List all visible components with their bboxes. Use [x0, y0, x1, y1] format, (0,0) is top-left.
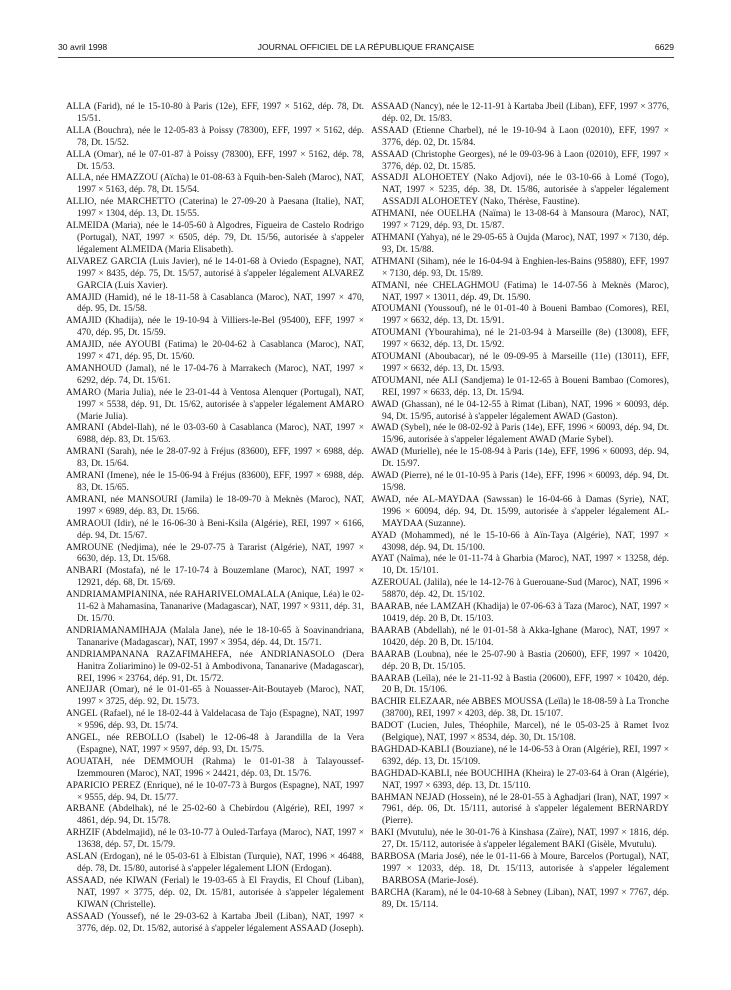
list-item: ATOUMANI (Ybourahima), né le 21-03-94 à Marseille (8e) (13008), EFF, 1997 × 6632, dép. 13, Dt. 15/92. [371, 328, 669, 351]
list-item: AWAD (Pierre), né le 01-10-95 à Paris (14e), EFF, 1996 × 60093, dép. 94, Dt. 15/98. [371, 471, 669, 493]
list-item: ATOUMANI, née ALI (Sandjema) le 01-12-65 à Boueni Bambao (Comores), REI, 1997 × 6633, dép. 13, Dt. 15/94. [371, 375, 669, 398]
list-item: ARHZIF (Abdelmajid), né le 03-10-77 à Ouled-Tarfaya (Maroc), NAT, 1997 × 13638, dép. 57, Dt. 15/79. [66, 828, 364, 851]
list-item: BACHIR ELEZAAR, née ABBES MOUSSA (Leïla) le 18-08-59 à La Tronche (38700), REI, 1997 × 4203, dép. 38, Dt. 15/107. [371, 697, 669, 720]
page-number: 6629 [654, 42, 674, 52]
list-item: ANGEL, née REBOLLO (Isabel) le 12-06-48 à Jarandilla de la Vera (Espagne), NAT, 1997 × 9597, dép. 93, Dt. 15/75. [66, 733, 364, 755]
list-item: AYAT (Naïma), née le 01-11-74 à Gharbia (Maroc), NAT, 1997 × 13258, dép. 10, Dt. 15/101. [371, 554, 669, 577]
list-item: AMAJID (Khadija), née le 19-10-94 à Villiers-le-Bel (95400), EFF, 1997 × 470, dép. 95, Dt. 15/59. [66, 316, 364, 339]
list-item: BAGHDAD-KABLI (Bouziane), né le 14-06-53 à Oran (Algérie), REI, 1997 × 6392, dép. 13, Dt. 15/109. [371, 744, 669, 767]
list-item: ATHMANI (Yahya), né le 29-05-65 à Oujda (Maroc), NAT, 1997 × 7130, dép. 93, Dt. 15/88. [371, 232, 669, 255]
list-item: ALLA (Bouchra), née le 12-05-83 à Poissy (78300), EFF, 1997 × 5162, dép. 78, Dt. 15/52. [66, 125, 364, 148]
list-item: AMROUNE (Nedjima), née le 29-07-75 à Tararist (Algérie), NAT, 1997 × 6630, dép. 13, Dt. 15/68. [66, 542, 364, 565]
list-item: BAARAB (Loubna), née le 25-07-90 à Bastia (20600), EFF, 1997 × 10420, dép. 20 B, Dt. 15/105. [371, 649, 669, 672]
list-item: ASSAAD, née KIWAN (Ferial) le 19-03-65 à El Fraydis, El Chouf (Liban), NAT, 1997 × 3775, dép. 02, Dt. 15/81, autorisée à s'appeler légalement KIWAN (Christelle). [66, 875, 364, 910]
left-column [66, 102, 364, 935]
list-item: ASSAAD (Christophe Georges), né le 09-03-96 à Laon (02010), EFF, 1997 × 3776, dép. 02, Dt. 15/85. [371, 149, 669, 172]
list-item: BADOT (Lucien, Jules, Théophile, Marcel), né le 05-03-25 à Ramet Ivoz (Belgique), NAT, 1997 × 8534, dép. 30, Dt. 15/108. [371, 721, 669, 744]
list-item: AWAD (Sybel), née le 08-02-92 à Paris (14e), EFF, 1996 × 60093, dép. 94, Dt. 15/96, autorisée à s'appeler légalement AWAD (Marie Sybel). [371, 423, 669, 446]
header-rule [58, 57, 674, 58]
list-item: BAKI (Mvutulu), née le 30-01-76 à Kinshasa (Zaïre), NAT, 1997 × 1816, dép. 27, Dt. 15/112, autorisée à s'appeler légalement BAKI (Gisèle, Mvutulu). [371, 828, 669, 851]
list-item: ATMANI, née CHELAGHMOU (Fatima) le 14-07-56 à Meknès (Maroc), NAT, 1997 × 13011, dép. 49, Dt. 15/90. [371, 280, 669, 303]
journal-title: JOURNAL OFFICIEL DE LA RÉPUBLIQUE FRANÇAISE [257, 42, 475, 52]
list-item: ANDRIAMPANANA RAZAFIMAHEFA, née ANDRIANASOLO (Dera Hanitra Zoliarimino) le 09-02-51 à Ambodivona, Tananarive (Madagascar), REI, 1996 × 23764, dép. 91, Dt. 15/72. [66, 649, 364, 684]
list-item: APARICIO PEREZ (Enrique), né le 10-07-73 à Burgos (Espagne), NAT, 1997 × 9555, dép. 94, Dt. 15/77. [66, 780, 364, 803]
list-item: AMRANI, née MANSOURI (Jamila) le 18-09-70 à Meknès (Maroc), NAT, 1997 × 6989, dép. 83, Dt. 15/66. [66, 494, 364, 517]
list-item: AZEROUAL (Jalila), née le 14-12-76 à Guerouane-Sud (Maroc), NAT, 1996 × 58870, dép. 42, Dt. 15/102. [371, 578, 669, 601]
list-item: ALLA, née HMAZZOU (Aïcha) le 01-08-63 à Fquih-ben-Saleh (Maroc), NAT, 1997 × 5163, dép. 78, Dt. 15/54. [66, 173, 364, 196]
list-item: ATHMANI (Siham), née le 16-04-94 à Enghien-les-Bains (95880), EFF, 1997 × 7130, dép. 93, Dt. 15/89. [371, 256, 669, 279]
list-item: AYAD (Mohammed), né le 15-10-66 à Aïn-Taya (Algérie), NAT, 1997 × 43098, dép. 94, Dt. 15/100. [371, 530, 669, 553]
list-item: BARCHA (Karam), né le 04-10-68 à Sebney (Liban), NAT, 1997 × 7767, dép. 89, Dt. 15/114. [371, 887, 669, 910]
list-item: ANGEL (Rafael), né le 18-02-44 à Valdelacasa de Tajo (Espagne), NAT, 1997 × 9596, dép. 93, Dt. 15/74. [66, 709, 364, 732]
list-item: BAGHDAD-KABLI, née BOUCHIHA (Kheira) le 27-03-64 à Oran (Algérie), NAT, 1997 × 6393, dép. 13, Dt. 15/110. [371, 768, 669, 791]
list-item: ASLAN (Erdogan), né le 05-03-61 à Elbistan (Turquie), NAT, 1996 × 46488, dép. 78, Dt. 15/80, autorisé à s'appeler légalement LION (Erdogan). [66, 852, 364, 874]
list-item: ANBARI (Mostafa), né le 17-10-74 à Bouzemlane (Maroc), NAT, 1997 × 12921, dép. 68, Dt. 15/69. [66, 566, 364, 589]
list-item: ATOUMANI (Aboubacar), né le 09-09-95 à Marseille (11e) (13011), EFF, 1997 × 6632, dép. 13, Dt. 15/93. [371, 352, 669, 374]
list-item: AMANHOUD (Jamal), né le 17-04-76 à Marrakech (Maroc), NAT, 1997 × 6292, dép. 74, Dt. 15/61. [66, 363, 364, 386]
list-item: AWAD, née AL-MAYDAA (Sawssan) le 16-04-66 à Damas (Syrie), NAT, 1996 × 60094, dép. 94, Dt. 15/99, autorisée à s'appeler légalement AL-MAYDAA (Suzanne). [371, 494, 669, 529]
list-item: ASSADJI ALOHOETEY (Nako Adjovi), née le 03-10-66 à Lomé (Togo), NAT, 1997 × 5235, dép. 38, Dt. 15/86, autorisée à s'appeler légalement ASSADJI ALOHOETEY (Nako, Thérèse, Faustine). [371, 173, 669, 208]
list-item: BARBOSA (Maria José), née le 01-11-66 à Moure, Barcelos (Portugal), NAT, 1997 × 12033, dép. 18, Dt. 15/113, autorisée à s'appeler légalement BARBOSA (Marie-José). [371, 852, 669, 886]
list-item: AMARO (Maria Julia), née le 23-01-44 à Ventosa Alenquer (Portugal), NAT, 1997 × 5538, dép. 91, Dt. 15/62, autorisée à s'appeler légalement AMARO (Marie Julia). [66, 387, 364, 422]
list-item: AOUATAH, née DEMMOUH (Rahma) le 01-01-38 à Talayoussef-Izemmouren (Maroc), NAT, 1996 × 24421, dép. 03, Dt. 15/76. [66, 756, 364, 779]
list-item: AMRANI (Imene), née le 15-06-94 à Fréjus (83600), EFF, 1997 × 6988, dép. 83, Dt. 15/65. [66, 471, 364, 493]
list-item: ANDRIAMAMPIANINA, née RAHARIVELOMALALA (Anique, Léa) le 02-11-62 à Mahamasina, Tananarive (Madagascar), NAT, 1997 × 9311, dép. 31, Dt. 15/70. [66, 590, 364, 624]
list-item: BAARAB (Abdellah), né le 01-01-58 à Akka-Ighane (Maroc), NAT, 1997 × 10420, dép. 20 B, Dt. 15/104. [371, 625, 669, 648]
list-item: ARBANE (Abdelhak), né le 25-02-60 à Chebirdou (Algérie), REI, 1997 × 4861, dép. 94, Dt. 15/78. [66, 804, 364, 827]
list-item: AMAJID, née AYOUBI (Fatima) le 20-04-62 à Casablanca (Maroc), NAT, 1997 × 471, dép. 95, Dt. 15/60. [66, 340, 364, 363]
right-column [371, 102, 669, 912]
list-item: ASSAAD (Nancy), née le 12-11-91 à Kartaba Jbeil (Liban), EFF, 1997 × 3776, dép. 02, Dt. 15/83. [371, 102, 669, 124]
list-item: AMRAOUI (Idir), né le 16-06-30 à Beni-Ksila (Algérie), REI, 1997 × 6166, dép. 94, Dt. 15/67. [66, 518, 364, 541]
list-item: AMRANI (Sarah), née le 28-07-92 à Fréjus (83600), EFF, 1997 × 6988, dép. 83, Dt. 15/64. [66, 447, 364, 470]
page-header [58, 42, 674, 56]
list-item: ALVAREZ GARCIA (Luis Javier), né le 14-01-68 à Oviedo (Espagne), NAT, 1997 × 8435, dép. 75, Dt. 15/57, autorisé à s'appeler légalement ALVAREZ GARCIA (Luis Xavier). [66, 256, 364, 291]
list-item: ALMEIDA (Maria), née le 14-05-60 à Algodres, Figueira de Castelo Rodrigo (Portugal), NAT, 1997 × 6505, dép. 79, Dt. 15/56, autorisée à s'appeler légalement ALMEIDA (Maria Elisabeth). [66, 221, 364, 255]
list-item: ALLIO, née MARCHETTO (Caterina) le 27-09-20 à Paesana (Italie), NAT, 1997 × 1304, dép. 13, Dt. 15/55. [66, 197, 364, 220]
list-item: ALLA (Omar), né le 07-01-87 à Poissy (78300), EFF, 1997 × 5162, dép. 78, Dt. 15/53. [66, 149, 364, 172]
list-item: ALLA (Farid), né le 15-10-80 à Paris (12e), EFF, 1997 × 5162, dép. 78, Dt. 15/51. [66, 102, 364, 124]
list-item: AWAD (Murielle), née le 15-08-94 à Paris (14e), EFF, 1996 × 60093, dép. 94, Dt. 15/97. [371, 447, 669, 470]
list-item: BAARAB (Leïla), née le 21-11-92 à Bastia (20600), EFF, 1997 × 10420, dép. 20 B, Dt. 15/106. [371, 673, 669, 696]
list-item: ATHMANI, née OUELHA (Naïma) le 13-08-64 à Mansoura (Maroc), NAT, 1997 × 7129, dép. 93, Dt. 15/87. [371, 209, 669, 232]
list-item: ANEJJAR (Omar), né le 01-01-65 à Nouasser-Ait-Boutayeb (Maroc), NAT, 1997 × 3725, dép. 92, Dt. 15/73. [66, 685, 364, 708]
list-item: BAHMAN NEJAD (Hossein), né le 28-01-55 à Aghadjari (Iran), NAT, 1997 × 7961, dép. 06, Dt. 15/111, autorisé à s'appeler légalement BERNARDY (Pierre). [371, 792, 669, 827]
list-item: ATOUMANI (Youssouf), né le 01-01-40 à Boueni Bambao (Comores), REI, 1997 × 6632, dép. 13, Dt. 15/91. [371, 304, 669, 327]
list-item: ASSAAD (Etienne Charbel), né le 19-10-94 à Laon (02010), EFF, 1997 × 3776, dép. 02, Dt. 15/84. [371, 125, 669, 148]
issue-date: 30 avril 1998 [58, 42, 108, 52]
list-item: ASSAAD (Youssef), né le 29-03-62 à Kartaba Jbeil (Liban), NAT, 1997 × 3776, dép. 02, Dt. 15/82, autorisé à s'appeler légalement ASSAAD (Joseph). [66, 911, 364, 934]
list-item: ANDRIAMANAMIHAJA (Malala Jane), née le 18-10-65 à Soavinandriana, Tananarive (Madagascar), NAT, 1997 × 3954, dép. 44, Dt. 15/71. [66, 625, 364, 648]
list-item: BAARAB, née LAMZAH (Khadija) le 07-06-63 à Taza (Maroc), NAT, 1997 × 10419, dép. 20 B, Dt. 15/103. [371, 602, 669, 624]
list-item: AMRANI (Abdel-Ilah), né le 03-03-60 à Casablanca (Maroc), NAT, 1997 × 6988, dép. 83, Dt. 15/63. [66, 423, 364, 446]
list-item: AWAD (Ghassan), né le 04-12-55 à Rimat (Liban), NAT, 1996 × 60093, dép. 94, Dt. 15/95, autorisé à s'appeler légalement AWAD (Gaston). [371, 399, 669, 422]
list-item: AMAJID (Hamid), né le 18-11-58 à Casablanca (Maroc), NAT, 1997 × 470, dép. 95, Dt. 15/58. [66, 292, 364, 315]
